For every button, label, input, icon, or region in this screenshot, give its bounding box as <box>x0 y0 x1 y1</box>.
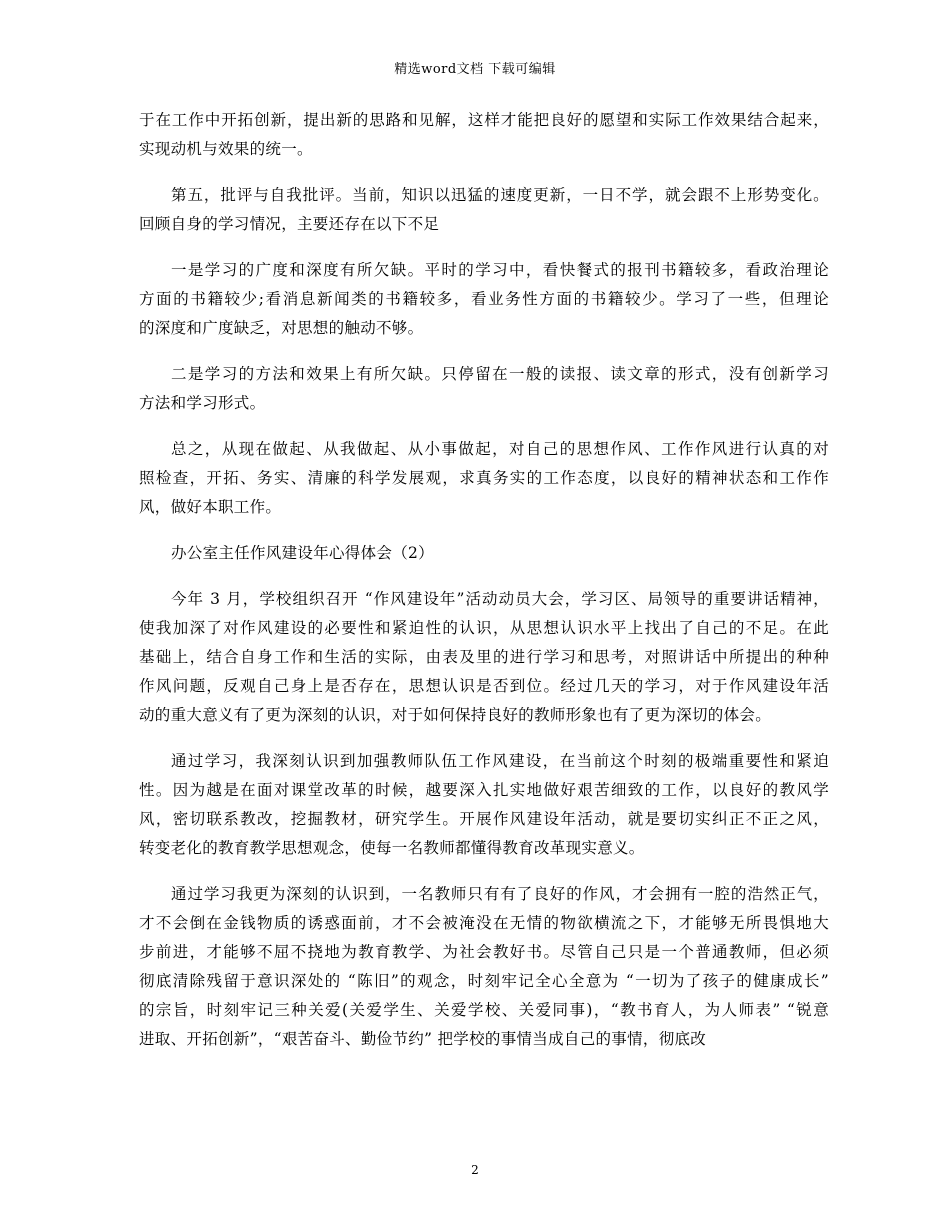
text-line: 动的重大意义有了更为深刻的认识，对于如何保持良好的教师形象也有了更为深切的体会。 <box>139 706 772 724</box>
section-heading <box>139 539 829 568</box>
text-line: 回顾自身的学习情况，主要还存在以下不足 <box>139 215 440 233</box>
heading-text: 办公室主任作风建设年心得体会（2） <box>171 544 434 562</box>
paragraph <box>139 106 829 164</box>
text-line: 转变老化的教育教学思想观念，使每一名教师都懂得教育改革现实意义。 <box>139 839 645 857</box>
paragraph <box>139 360 829 418</box>
text-line: 实现动机与效果的统一。 <box>139 140 313 158</box>
text-line: 方法和学习形式。 <box>139 394 266 412</box>
text-line: 总之，从现在做起、从我做起、从小事做起，对自己的思想作风、工作作风进行认真的对 <box>171 440 829 458</box>
text-line: 的宗旨，时刻牢记三种关爱(关爱学生、关爱学校、关爱同事)，“教书育人，为人师表” “锐意 <box>139 1001 829 1019</box>
text-line: 作风问题，反观自己身上是否存在，思想认识是否到位。经过几天的学习，对于作风建设年活 <box>139 677 829 695</box>
text-line: 今年 3 月，学校组织召开 “作风建设年”活动动员大会，学习区、局领导的重要讲话精神， <box>171 590 829 608</box>
text-line: 性。因为越是在面对课堂改革的时候，越要深入扎实地做好艰苦细致的工作，以良好的教风学 <box>139 781 829 799</box>
text-line: 方面的书籍较少;看消息新闻类的书籍较多，看业务性方面的书籍较少。学习了一些，但理论 <box>139 290 829 308</box>
paragraph <box>139 880 829 1054</box>
text-line: 风，做好本职工作。 <box>139 498 282 516</box>
page-number: 2 <box>471 1163 479 1177</box>
page-header: 精选word文档 下载可编辑 <box>394 62 556 77</box>
paragraph <box>139 747 829 863</box>
text-line: 进取、开拓创新”，“艰苦奋斗、勤俭节约” 把学校的事情当成自己的事情，彻底改 <box>139 1030 707 1048</box>
paragraph <box>139 181 829 239</box>
text-line: 风，密切联系教改，挖掘教材，研究学生。开展作风建设年活动，就是要切实纠正不正之风， <box>139 810 829 828</box>
text-line: 通过学习，我深刻认识到加强教师队伍工作风建设，在当前这个时刻的极端重要性和紧迫 <box>171 752 829 770</box>
text-line: 使我加深了对作风建设的必要性和紧迫性的认识，从思想认识水平上找出了自己的不足。在此 <box>139 619 829 637</box>
text-line: 彻底清除残留于意识深处的 “陈旧”的观念，时刻牢记全心全意为 “一切为了孩子的健康成长” <box>139 972 829 990</box>
text-line: 照检查，开拓、务实、清廉的科学发展观，求真务实的工作态度，以良好的精神状态和工作作 <box>139 469 829 487</box>
text-line: 步前进，才能够不屈不挠地为教育教学、为社会教好书。尽管自己只是一个普通教师，但必须 <box>139 943 829 961</box>
paragraph <box>139 256 829 343</box>
text-line: 二是学习的方法和效果上有所欠缺。只停留在一般的读报、读文章的形式，没有创新学习 <box>171 365 829 383</box>
paragraph <box>139 585 829 730</box>
text-line: 基础上，结合自身工作和生活的实际，由表及里的进行学习和思考，对照讲话中所提出的种种 <box>139 648 829 666</box>
text-line: 一是学习的广度和深度有所欠缺。平时的学习中，看快餐式的报刊书籍较多，看政治理论 <box>171 261 829 279</box>
text-line: 才不会倒在金钱物质的诱惑面前，才不会被淹没在无情的物欲横流之下，才能够无所畏惧地大 <box>139 914 829 932</box>
paragraph <box>139 435 829 522</box>
text-line: 第五，批评与自我批评。当前，知识以迅猛的速度更新，一日不学，就会跟不上形势变化。 <box>171 186 829 204</box>
text-line: 通过学习我更为深刻的认识到，一名教师只有有了良好的作风，才会拥有一腔的浩然正气， <box>171 885 829 903</box>
document-body <box>139 106 829 1054</box>
text-line: 的深度和广度缺乏，对思想的触动不够。 <box>139 319 424 337</box>
text-line: 于在工作中开拓创新，提出新的思路和见解，这样才能把良好的愿望和实际工作效果结合起来， <box>139 111 829 129</box>
